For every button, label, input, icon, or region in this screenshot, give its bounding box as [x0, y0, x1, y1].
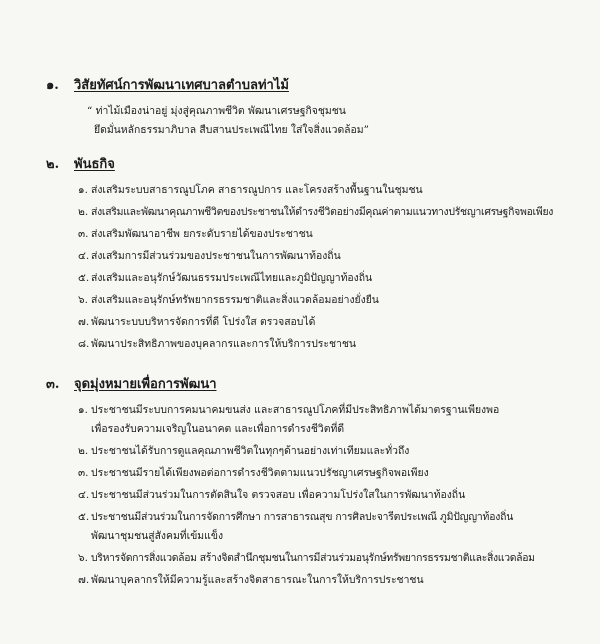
- list-item: [78, 444, 409, 458]
- item-text: พัฒนาประสิทธิภาพของบุคลากรและการให้บริการประชาชน: [91, 338, 356, 350]
- item-number: ๗.: [78, 316, 90, 328]
- list-item: [78, 293, 379, 307]
- vision-line: ยึดมั่นหลักธรรมาภิบาล สืบสานประเพณีไทย ใส่ใจสิ่งแวดล้อม”: [94, 124, 369, 136]
- section-title: วิสัยทัศน์การพัฒนาเทศบาลตำบลท่าไม้: [74, 78, 289, 93]
- list-item: [78, 488, 465, 502]
- section-number: ๒.: [46, 157, 60, 172]
- list-item: [78, 227, 313, 241]
- section-2-heading: [46, 153, 115, 174]
- item-text: พัฒนาระบบบริหารจัดการที่ดี โปร่งใส ตรวจสอบได้: [91, 316, 316, 328]
- list-item: [78, 573, 424, 587]
- section-number: ๑.: [46, 78, 59, 93]
- section-title: จุดมุ่งหมายเพื่อการพัฒนา: [74, 377, 217, 392]
- item-text: ประชาชนได้รับการดูแลคุณภาพชีวิตในทุกๆด้านอย่างเท่าเทียมและทั่วถึง: [91, 445, 410, 457]
- item-number: ๒.: [78, 445, 89, 457]
- list-item-continuation: เพื่อรองรับความเจริญในอนาคต และเพื่อการดำรงชีวิตที่ดี: [91, 423, 345, 435]
- item-number: ๖.: [78, 294, 88, 306]
- item-text: ส่งเสริมพัฒนาอาชีพ ยกระดับรายได้ของประชาชน: [91, 228, 313, 240]
- section-number: ๓.: [46, 377, 60, 392]
- list-item-continuation: พัฒนาชุมชนสู่สังคมที่เข้มแข็ง: [91, 530, 224, 542]
- section-3-heading: [46, 373, 217, 394]
- list-item: [78, 466, 429, 480]
- item-number: ๘.: [78, 338, 90, 350]
- section-title: พันธกิจ: [74, 157, 115, 172]
- item-text: บริหารจัดการสิ่งแวดล้อม สร้างจิตสำนึกชุมชนในการมีส่วนร่วมอนุรักษ์ทรัพยากรธรรมชาติและสิ่งแวดล้อม: [91, 552, 535, 564]
- item-number: ๑.: [78, 404, 88, 416]
- item-number: ๔.: [78, 250, 90, 262]
- list-item: [78, 510, 513, 524]
- item-number: ๕.: [78, 511, 90, 523]
- list-item: [78, 271, 372, 285]
- item-text: ประชาชนมีระบบการคมนาคมขนส่ง และสาธารณูปโภคที่มีประสิทธิภาพได้มาตรฐานเพียงพอ: [91, 404, 500, 416]
- list-item: [78, 337, 356, 351]
- item-number: ๓.: [78, 228, 89, 240]
- list-item: [78, 551, 535, 565]
- section-1-heading: [46, 74, 289, 95]
- item-number: ๔.: [78, 489, 90, 501]
- item-text: ประชาชนมีรายได้เพียงพอต่อการดำรงชีวิตตามแนวปรัชญาเศรษฐกิจพอเพียง: [91, 467, 429, 479]
- item-text: ประชาชนมีส่วนร่วมในการจัดการศึกษา การสาธารณสุข การศิลปะจารีตประเพณี ภูมิปัญญาท้องถิ่น: [91, 511, 514, 523]
- item-text: ประชาชนมีส่วนร่วมในการตัดสินใจ ตรวจสอบ เพื่อความโปร่งใสในการพัฒนาท้องถิ่น: [91, 489, 466, 501]
- item-number: ๓.: [78, 467, 89, 479]
- item-text: ส่งเสริมและพัฒนาคุณภาพชีวิตของประชาชนให้ดำรงชีวิตอย่างมีคุณค่าตามแนวทางปรัชญาเศรษฐกิจพอเพียง: [91, 206, 554, 218]
- list-item: [78, 205, 553, 219]
- list-item: [78, 315, 315, 329]
- item-text: ส่งเสริมและอนุรักษ์ทรัพยากรธรรมชาติและสิ่งแวดล้อมอย่างยั่งยืน: [91, 294, 379, 306]
- item-text: พัฒนาบุคลากรให้มีความรู้และสร้างจิตสาธารณะในการให้บริการประชาชน: [91, 574, 424, 586]
- vision-line: “ ท่าไม้เมืองน่าอยู่ มุ่งสู่คุณภาพชีวิต พัฒนาเศรษฐกิจชุมชน: [87, 105, 346, 117]
- item-text: ส่งเสริมการมีส่วนร่วมของประชาชนในการพัฒนาท้องถิ่น: [91, 250, 341, 262]
- list-item: [78, 403, 499, 417]
- item-number: ๑.: [78, 184, 88, 196]
- item-text: ส่งเสริมระบบสาธารณูปโภค สาธารณูปการ และโครงสร้างพื้นฐานในชุมชน: [91, 184, 423, 196]
- item-number: ๒.: [78, 206, 89, 218]
- list-item: [78, 183, 423, 197]
- list-item: [78, 249, 341, 263]
- item-number: ๖.: [78, 552, 88, 564]
- item-text: ส่งเสริมและอนุรักษ์วัฒนธรรมประเพณีไทยและภูมิปัญญาท้องถิ่น: [91, 272, 373, 284]
- item-number: ๗.: [78, 574, 90, 586]
- item-number: ๕.: [78, 272, 90, 284]
